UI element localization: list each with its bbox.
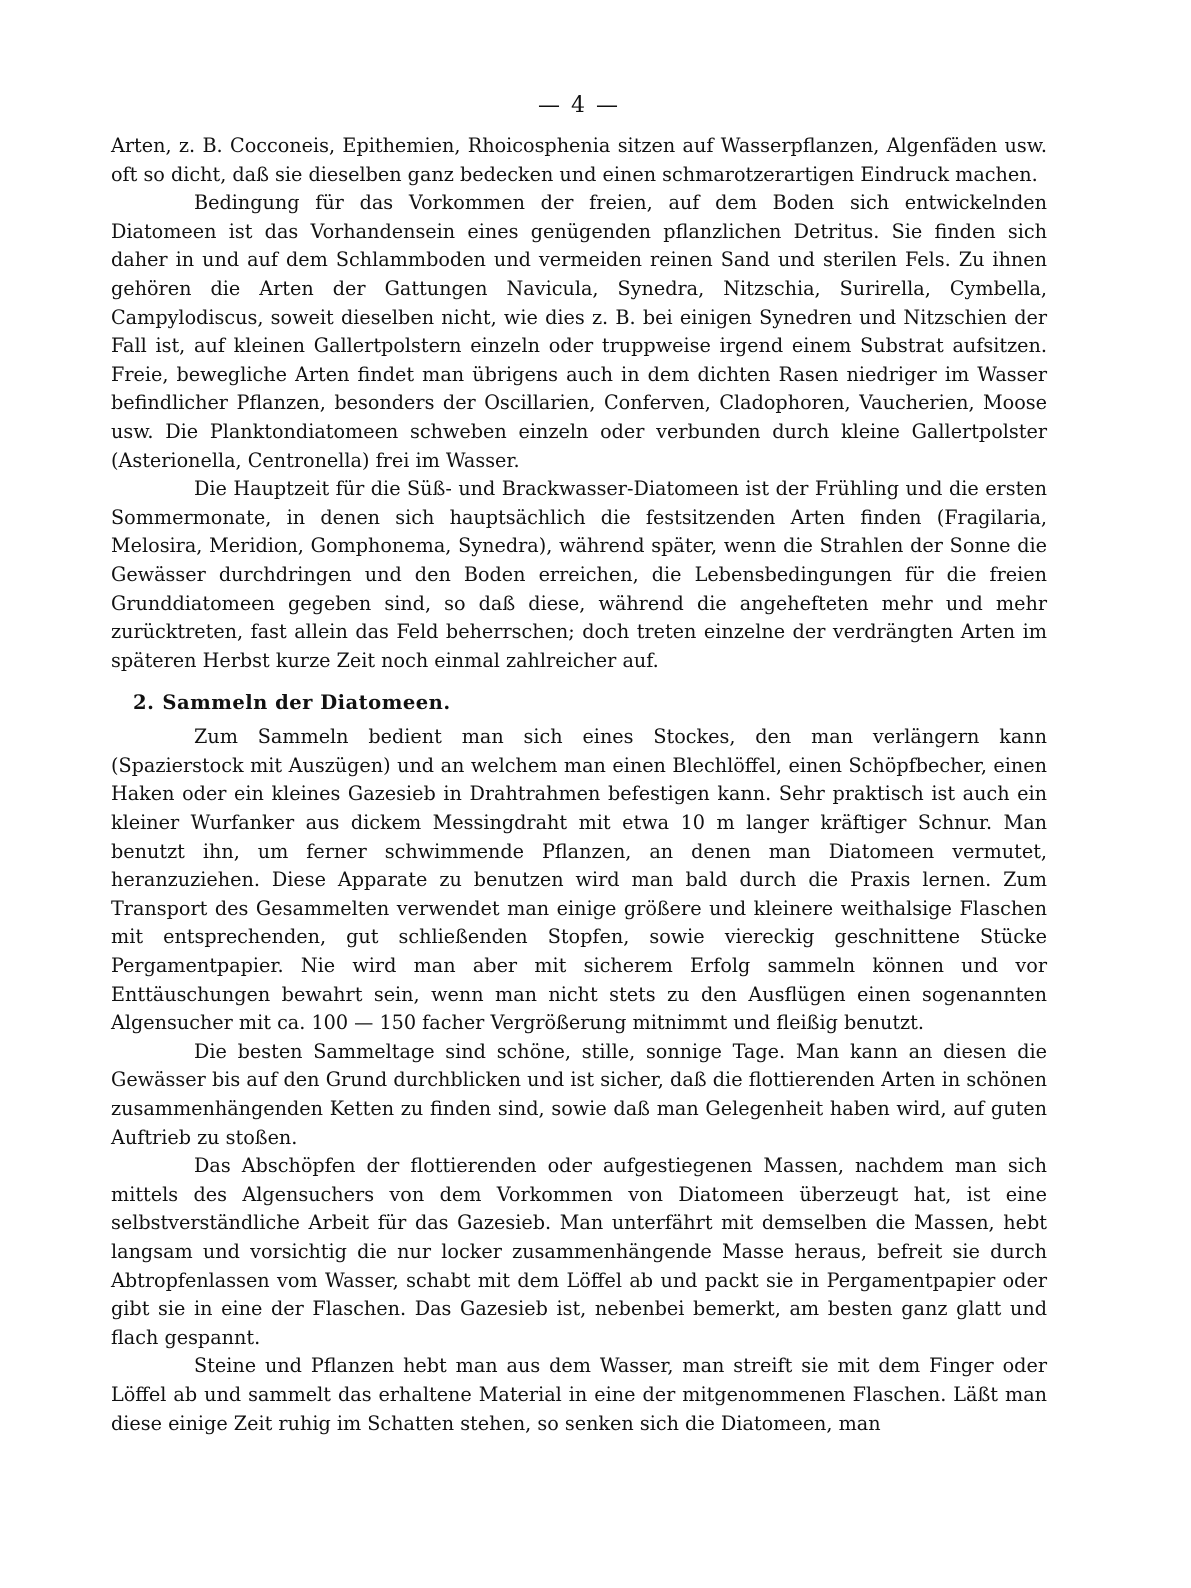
- section-heading: [133, 688, 1047, 717]
- paragraph: Arten, z. B. Cocconeis, Epithemien, Rhoicosphenia sitzen auf Wasserpflanzen, Algenfäden usw. oft so dicht, daß sie dieselben ganz bedecken und einen schmarotzerartigen Eindruck machen.: [111, 134, 1047, 186]
- section-title: Sammeln der Diatomeen.: [162, 691, 451, 715]
- paragraph: Steine und Pflanzen hebt man aus dem Wasser, man streift sie mit dem Finger oder Löffel ab und sammelt das erhaltene Material in eine der mitgenommenen Flaschen. Läßt man diese einige Zeit ruhig im Schatten stehen, so senken sich die Diatomeen, man: [111, 1354, 1047, 1435]
- paragraph: Die besten Sammeltage sind schöne, stille, sonnige Tage. Man kann an diesen die Gewässer bis auf den Grund durchblicken und ist sicher, daß die flottierenden Arten in schönen zusammenhängenden Ketten zu finden sind, sowie daß man Gelegenheit haben wird, auf guten Auftrieb zu stoßen.: [111, 1039, 1047, 1149]
- paragraph: Das Abschöpfen der flottierenden oder aufgestiegenen Massen, nachdem man sich mittels des Algensuchers von dem Vorkommen von Diatomeen überzeugt hat, ist eine selbstverständliche Arbeit für das Gazesieb. Man unterfährt mit demselben die Massen, hebt langsam und vorsichtig die nur locker zusammenhängende Masse heraus, befreit sie durch Abtropfenlassen vom Wasser, schabt mit dem Löffel ab und packt sie in Pergamentpapier oder gibt sie in eine der Flaschen. Das Gazesieb ist, nebenbei bemerkt, am besten ganz glatt und flach gespannt.: [111, 1154, 1047, 1349]
- paragraph: Bedingung für das Vorkommen der freien, auf dem Boden sich entwickelnden Diatomeen ist das Vorhandensein eines genügenden pflanzlichen Detritus. Sie finden sich daher in und auf dem Schlammboden und vermeiden reinen Sand und sterilen Fels. Zu ihnen gehören die Arten der Gattungen Navicula, Synedra, Nitzschia, Surirella, Cymbella, Campylodiscus, soweit dieselben nicht, wie dies z. B. bei einigen Synedren und Nitzschien der Fall ist, auf kleinen Gallertpolstern einzeln oder truppweise irgend einem Substrat aufsitzen. Freie, bewegliche Arten findet man übrigens auch in dem dichten Rasen niedriger im Wasser befindlicher Pflanzen, besonders der Oscillarien, Conferven, Cladophoren, Vaucherien, Moose usw. Die Planktondiatomeen schweben einzeln oder verbunden durch kleine Gallertpolster (Asterionella, Centronella) frei im Wasser.: [111, 191, 1047, 472]
- paragraph: Die Hauptzeit für die Süß- und Brackwasser-Diatomeen ist der Frühling und die ersten Sommermonate, in denen sich hauptsächlich die festsitzenden Arten finden (Fragilaria, Melosira, Meridion, Gomphonema, Synedra), während später, wenn die Strahlen der Sonne die Gewässer durchdringen und den Boden erreichen, die Lebensbedingungen für die freien Grunddiatomeen gegeben sind, so daß diese, während die angehefteten mehr und mehr zurücktreten, fast allein das Feld beherrschen; doch treten einzelne der verdrängten Arten im späteren Herbst kurze Zeit noch einmal zahlreicher auf.: [111, 477, 1047, 672]
- document-page: [111, 86, 1047, 1438]
- section-number: 2.: [133, 691, 155, 715]
- page-number: — 4 —: [538, 93, 620, 118]
- paragraph: Zum Sammeln bedient man sich eines Stockes, den man verlängern kann (Spazierstock mit Auszügen) und an welchem man einen Blechlöffel, einen Schöpfbecher, einen Haken oder ein kleines Gazesieb in Drahtrahmen befestigen kann. Sehr praktisch ist auch ein kleiner Wurfanker aus dickem Messingdraht mit etwa 10 m langer kräftiger Schnur. Man benutzt ihn, um ferner schwimmende Pflanzen, an denen man Diatomeen vermutet, heranzuziehen. Diese Apparate zu benutzen wird man bald durch die Praxis lernen. Zum Transport des Gesammelten verwendet man einige größere und kleinere weithalsige Flaschen mit entsprechenden, gut schließenden Stopfen, sowie viereckig geschnittene Stücke Pergamentpapier. Nie wird man aber mit sicherem Erfolg sammeln können und vor Enttäuschungen bewahrt sein, wenn man nicht stets zu den Ausflügen einen sogenannten Algensucher mit ca. 100 — 150 facher Vergrößerung mitnimmt und fleißig benutzt.: [111, 725, 1047, 1035]
